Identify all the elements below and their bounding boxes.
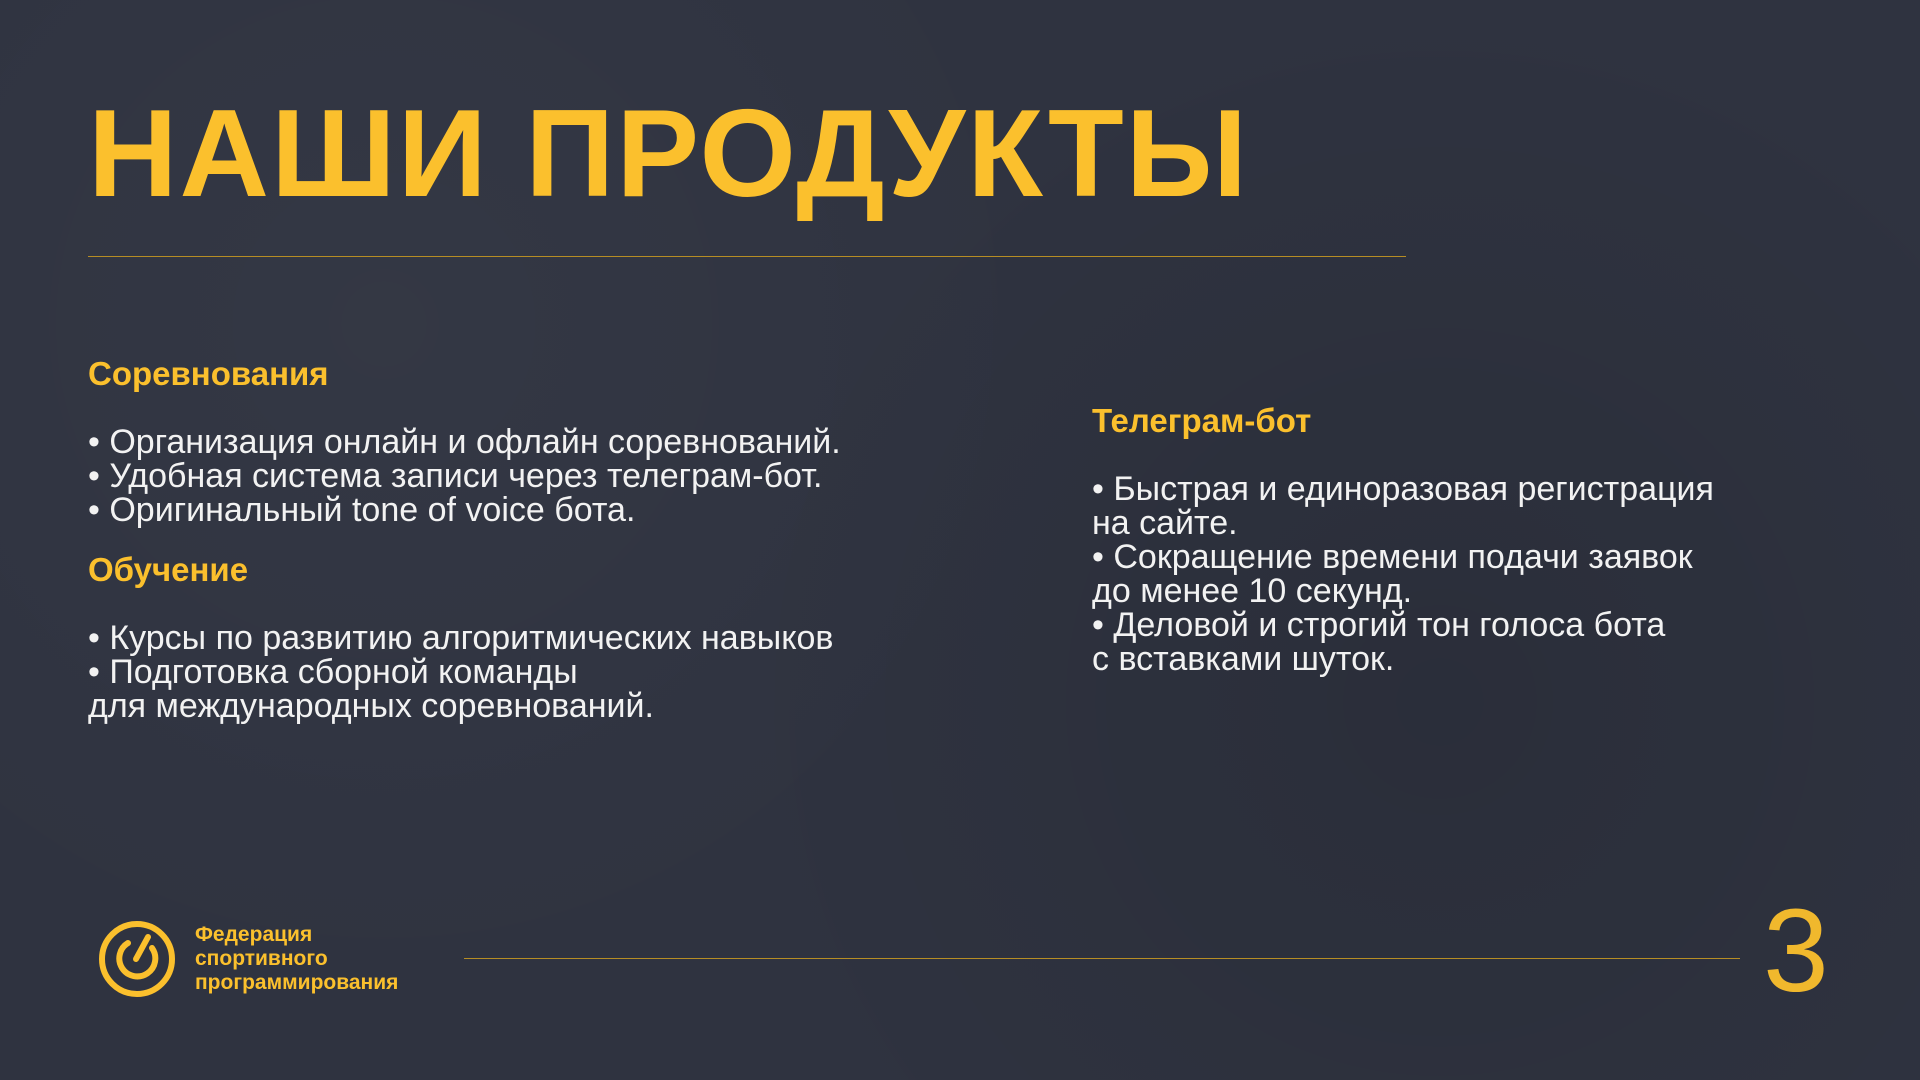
telegram-bot-list: [1092, 472, 1714, 676]
education-line-1: • Курсы по развитию алгоритмических навыков: [88, 619, 834, 657]
telegram-bot-line-6: с вставками шуток.: [1092, 640, 1395, 678]
education-line-2: • Подготовка сборной команды: [88, 653, 578, 691]
education-line-3: для международных соревнований.: [88, 687, 654, 725]
page-number: 3: [1763, 885, 1829, 1017]
telegram-bot-line-3: • Сокращение времени подачи заявок: [1092, 538, 1693, 576]
telegram-bot-line-1: • Быстрая и единоразовая регистрация: [1092, 470, 1714, 508]
title-divider: [88, 256, 1406, 257]
education-list: [88, 621, 833, 723]
footer-divider: [464, 958, 1740, 959]
competitions-line-2: • Удобная система записи через телеграм-бот.: [88, 457, 823, 495]
competitions-list: [88, 425, 841, 527]
competitions-heading: Соревнования: [88, 355, 329, 392]
competitions-line-3: • Оригинальный tone of voice бота.: [88, 491, 636, 529]
power-ring-icon: [96, 918, 178, 1000]
telegram-bot-heading: Телеграм-бот: [1092, 402, 1312, 439]
telegram-bot-line-2: на сайте.: [1092, 504, 1238, 542]
slide-title: НАШИ ПРОДУКТЫ: [88, 85, 1250, 223]
competitions-line-1: • Организация онлайн и офлайн соревнований.: [88, 423, 841, 461]
organization-name: [195, 923, 398, 995]
organization-name-line-3: программирования: [195, 971, 399, 994]
telegram-bot-line-4: до менее 10 секунд.: [1092, 572, 1413, 610]
organization-name-line-1: Федерация: [195, 923, 313, 946]
education-heading: Обучение: [88, 551, 249, 588]
telegram-bot-line-5: • Деловой и строгий тон голоса бота: [1092, 606, 1666, 644]
organization-name-line-2: спортивного: [195, 947, 328, 970]
